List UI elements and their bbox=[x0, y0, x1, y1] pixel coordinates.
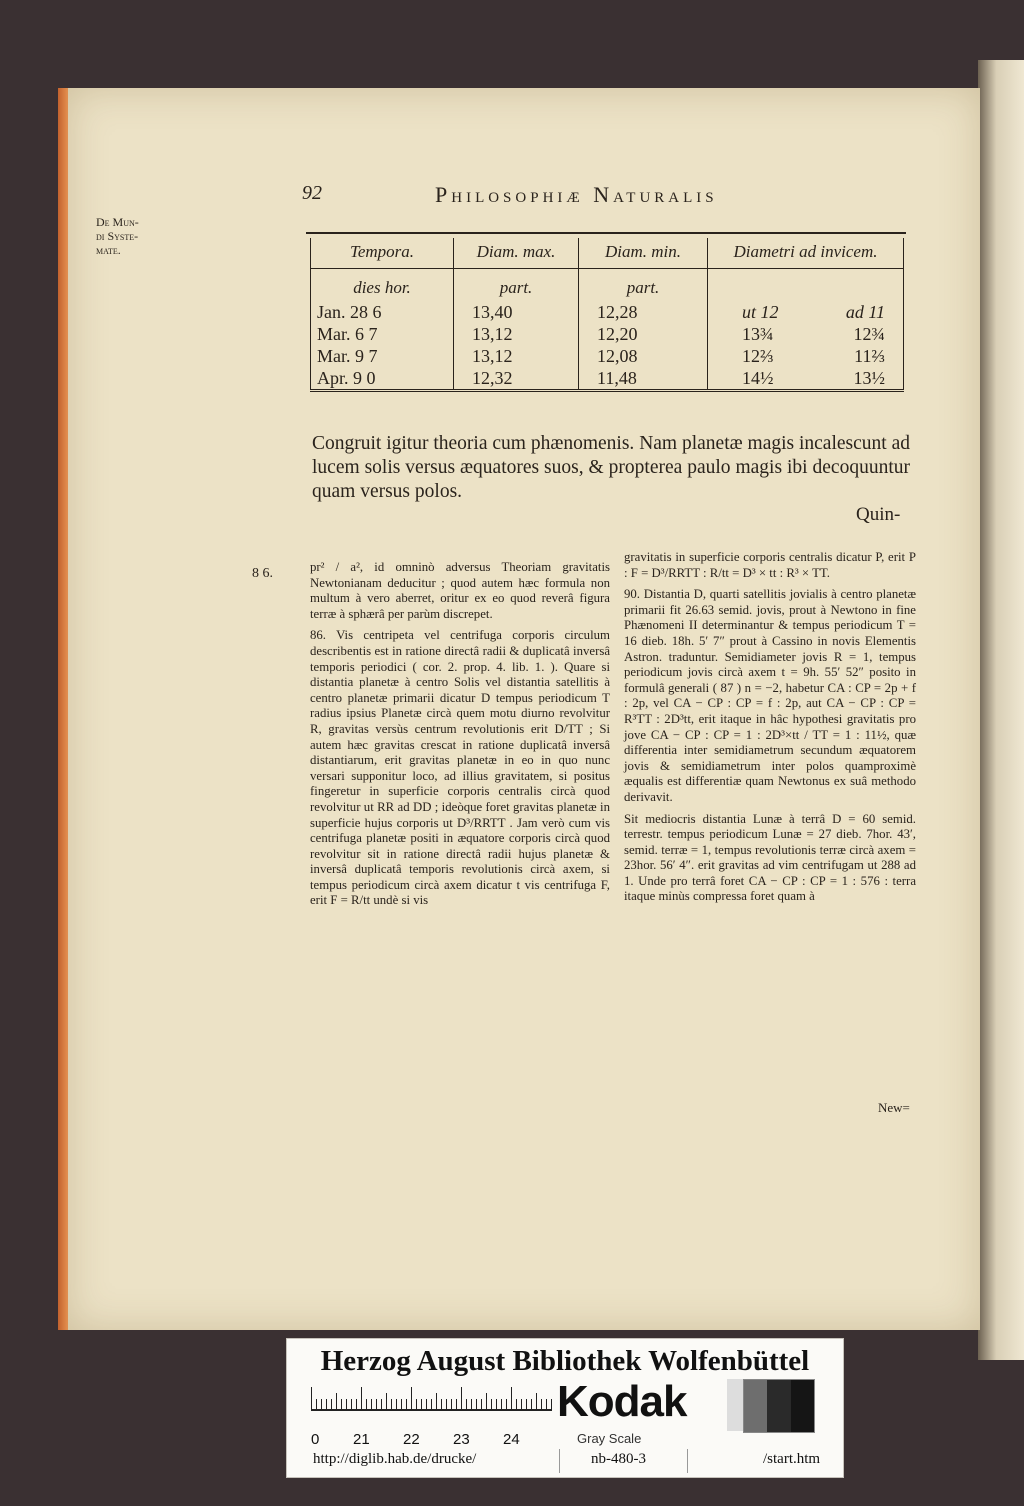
running-head: Philosophiæ Naturalis bbox=[435, 182, 718, 207]
start-path: /start.htm bbox=[763, 1451, 821, 1467]
ruler-tick bbox=[546, 1399, 547, 1411]
right-page-edge bbox=[978, 60, 1024, 1360]
ruler-number: 0 bbox=[311, 1431, 320, 1448]
ruler-tick bbox=[436, 1393, 437, 1411]
shelfmark: nb-480-3 bbox=[591, 1451, 646, 1467]
ruler-tick bbox=[406, 1399, 407, 1411]
gray-patch bbox=[767, 1380, 790, 1432]
header-diam-min: Diam. min. bbox=[579, 238, 708, 269]
header-diam-max: Diam. max. bbox=[454, 238, 579, 269]
ruler-tick bbox=[331, 1399, 332, 1411]
cell-time: Jan. 28 6 bbox=[311, 301, 454, 323]
cell-time: Mar. 9 7 bbox=[311, 345, 454, 367]
unit-cell bbox=[708, 269, 904, 302]
ratio-a: 12⅔ bbox=[742, 346, 774, 366]
cell-ratio bbox=[708, 323, 904, 345]
ruler-tick bbox=[536, 1393, 537, 1411]
ruler-tick bbox=[426, 1399, 427, 1411]
ratio-a: 14½ bbox=[742, 368, 774, 388]
ruler-tick bbox=[341, 1399, 342, 1411]
ruler-tick bbox=[326, 1399, 327, 1411]
table-row bbox=[311, 345, 904, 367]
cell-ratio bbox=[708, 301, 904, 323]
ruler-tick bbox=[496, 1399, 497, 1411]
cell-max: 13,12 bbox=[454, 345, 579, 367]
ruler-tick bbox=[366, 1399, 367, 1411]
cell-ratio bbox=[708, 345, 904, 367]
ruler-tick bbox=[316, 1399, 317, 1411]
ruler-tick bbox=[486, 1393, 487, 1411]
ruler-tick bbox=[521, 1399, 522, 1411]
library-url: http://diglib.hab.de/drucke/ bbox=[313, 1451, 477, 1467]
ratio-a: ut 12 bbox=[742, 302, 779, 322]
catchword: Quin- bbox=[856, 504, 901, 525]
marginal-note bbox=[96, 215, 176, 257]
ruler-tick bbox=[501, 1399, 502, 1411]
ruler-number: 22 bbox=[403, 1431, 420, 1448]
ratio-b: 12¾ bbox=[853, 324, 885, 344]
gray-patch bbox=[791, 1380, 814, 1432]
cell-max: 13,40 bbox=[454, 301, 579, 323]
cell-time: Mar. 6 7 bbox=[311, 323, 454, 345]
ruler-tick bbox=[351, 1399, 352, 1411]
page-number: 92 bbox=[302, 182, 322, 204]
ruler-number: 24 bbox=[503, 1431, 520, 1448]
cell-ratio bbox=[708, 367, 904, 391]
ruler-tick bbox=[391, 1399, 392, 1411]
ratio-b: ad 11 bbox=[845, 302, 885, 322]
gray-patch bbox=[744, 1380, 767, 1432]
ruler-tick bbox=[421, 1399, 422, 1411]
ruler-tick bbox=[376, 1399, 377, 1411]
ruler-tick bbox=[506, 1399, 507, 1411]
banner-footer bbox=[287, 1451, 843, 1473]
table-row bbox=[311, 301, 904, 323]
ruler-tick bbox=[336, 1393, 337, 1411]
ruler-tick bbox=[381, 1399, 382, 1411]
ruler-tick bbox=[551, 1399, 552, 1411]
ruler-tick bbox=[416, 1399, 417, 1411]
ratio-b: 13½ bbox=[853, 368, 885, 388]
ruler-tick bbox=[516, 1399, 517, 1411]
ruler-tick bbox=[411, 1387, 412, 1411]
ruler-tick bbox=[371, 1399, 372, 1411]
unit-cell: dies hor. bbox=[311, 269, 454, 302]
observation-table bbox=[310, 238, 904, 392]
ruler-tick bbox=[386, 1393, 387, 1411]
ruler-tick bbox=[466, 1399, 467, 1411]
note-paragraph: pr² / a², id omninò adversus Theoriam gravitatis Newtonianam deducitur ; quod autem hæc formula non multum à vero aberret, oritur ex eo quod reverâ figura terræ à sphærâ per parùm discrepet. bbox=[310, 560, 610, 621]
marginal-note-line: De Mun- bbox=[96, 215, 139, 229]
ruler-number: 23 bbox=[453, 1431, 470, 1448]
cell-min: 12,20 bbox=[579, 323, 708, 345]
kodak-logo: Kodak bbox=[557, 1377, 687, 1426]
ratio-a: 13¾ bbox=[742, 324, 774, 344]
ruler-tick bbox=[361, 1387, 362, 1411]
ruler-tick bbox=[356, 1399, 357, 1411]
note-margin-number: 8 6. bbox=[252, 566, 273, 581]
cell-max: 12,32 bbox=[454, 367, 579, 391]
ruler-tick bbox=[541, 1399, 542, 1411]
notes-right-column bbox=[624, 550, 916, 911]
gray-scale-label: Gray Scale bbox=[577, 1431, 642, 1446]
ruler-tick bbox=[346, 1399, 347, 1411]
cell-min: 12,28 bbox=[579, 301, 708, 323]
ruler-tick bbox=[441, 1399, 442, 1411]
cell-max: 13,12 bbox=[454, 323, 579, 345]
ruler-tick bbox=[311, 1387, 312, 1411]
ruler-tick bbox=[446, 1399, 447, 1411]
gray-patch-light bbox=[727, 1379, 743, 1431]
scale-ruler bbox=[311, 1387, 553, 1433]
note-paragraph: 90. Distantia D, quarti satellitis jovialis à centro planetæ primarii fit 26.63 semid. jovis, prout à Newtono in fine Phænomeni II determinantur & tempus periodicum T = 16 dieb. 18h. 5′ 7″ prout à Cassino in novis Elementis Astron. traduntur. Semidiameter jovis R = 1, tempus periodicum jovis circà axem t = 9h. 55′ 52″ posito in formulâ generali ( 87 ) n = −2, habetur CA : CP = 2p + f : 2p, vel CA − CP : CP = f : 2p, aut CA − CP : CP = R³TT : 2D³tt, erit itaque in hâc hypothesi gravitatis pro jove CA − CP : CP = 1 : 2D³×tt / TT = 1 : 11½, quæ differentia inter semidiametrum secundum æquatorem jovis & semidiametrum inter polos quamproximè æqualis est differentiæ quam Newtonus ex suâ methodo derivavit. bbox=[624, 587, 916, 804]
marginal-note-line: mate. bbox=[96, 243, 121, 257]
notes-left-column bbox=[310, 560, 610, 915]
ruler-tick bbox=[476, 1399, 477, 1411]
ruler-number: 21 bbox=[353, 1431, 370, 1448]
ruler-tick bbox=[461, 1387, 462, 1411]
library-banner bbox=[286, 1338, 844, 1478]
notes-catchword: New= bbox=[878, 1100, 910, 1115]
ruler-tick bbox=[491, 1399, 492, 1411]
cell-time: Apr. 9 0 bbox=[311, 367, 454, 391]
table-row bbox=[311, 367, 904, 391]
ratio-b: 11⅔ bbox=[854, 346, 885, 366]
ruler-tick bbox=[511, 1387, 512, 1411]
note-paragraph: gravitatis in superficie corporis centralis dicatur P, erit P : F = D³/RRTT : R/tt = D³ × tt : R³ × TT. bbox=[624, 550, 916, 580]
cell-min: 11,48 bbox=[579, 367, 708, 391]
library-title: Herzog August Bibliothek Wolfenbüttel bbox=[320, 1345, 810, 1377]
unit-cell: part. bbox=[454, 269, 579, 302]
table-units-row bbox=[311, 269, 904, 302]
unit-cell: part. bbox=[579, 269, 708, 302]
cell-min: 12,08 bbox=[579, 345, 708, 367]
gray-scale-bar bbox=[743, 1379, 815, 1433]
main-paragraph: Congruit igitur theoria cum phænomenis. Nam planetæ magis incalescunt ad lucem solis versus æquatores suos, & propterea paulo magis ibi decoquuntur quam versus polos. bbox=[312, 433, 910, 502]
ruler-tick bbox=[321, 1399, 322, 1411]
ruler-tick bbox=[456, 1399, 457, 1411]
ruler-tick bbox=[481, 1399, 482, 1411]
marginal-note-line: di Syste- bbox=[96, 229, 139, 243]
ruler-tick bbox=[396, 1399, 397, 1411]
header-diametri: Diametri ad invicem. bbox=[708, 238, 904, 269]
ruler-tick bbox=[471, 1399, 472, 1411]
ruler-tick bbox=[526, 1399, 527, 1411]
ruler-tick bbox=[451, 1399, 452, 1411]
ruler-tick bbox=[531, 1399, 532, 1411]
note-paragraph: Sit mediocris distantia Lunæ à terrâ D = 60 semid. terrestr. tempus periodicum Lunæ = 27 dieb. 7hor. 43′, semid. terræ = 1, tempus revolutionis terræ circà axem = 23hor. 56′ 4″. erit gravitas ad vim centrifugam ut 288 ad 1. Unde pro terrâ foret CA − CP : CP = 1 : 576 : terra itaque minùs compressa foret quam à bbox=[624, 811, 916, 904]
table-top-rule bbox=[306, 232, 906, 234]
note-paragraph: 86. Vis centripeta vel centrifuga corporis circulum describentis est in ratione directâ radii & duplicatâ inversâ temporis periodici ( cor. 2. prop. 4. lib. 1. ). Quare si distantia planetæ à centro Solis vel distantia satellitis à centro planetæ primarii dicatur D tempus periodicum T radius ipsius Planetæ circà quem motu diurno revolvitur R, gravitas versùs centrum revolutionis erit D/TT ; Si autem hæc gravitas crescat in ratione duplicatâ inversâ distantiarum, erit gravitas planetæ in eo in quo nunc versari supponitur loco, ad illius gravitatem, si positus fingeretur in superficie corporis centralis circà quod revolvitur ut RR ad DD ; ideòque foret gravitas planetæ in superficie hujus corporis ut D³/RRTT . Jam verò cum vis centrifuga planetæ positi in æquatore corporis circà quod revolvitur sit in ratione directâ radii hujus planetæ & inversâ duplicatâ temporis revolutionis circà axem, si tempus periodicum circà axem dicatur t vis centrifuga F, erit F = R/tt undè si vis bbox=[310, 628, 610, 908]
ruler-tick bbox=[431, 1399, 432, 1411]
header-tempora: Tempora. bbox=[311, 238, 454, 269]
table-header-row bbox=[311, 238, 904, 269]
ruler-tick bbox=[401, 1399, 402, 1411]
table-row bbox=[311, 323, 904, 345]
